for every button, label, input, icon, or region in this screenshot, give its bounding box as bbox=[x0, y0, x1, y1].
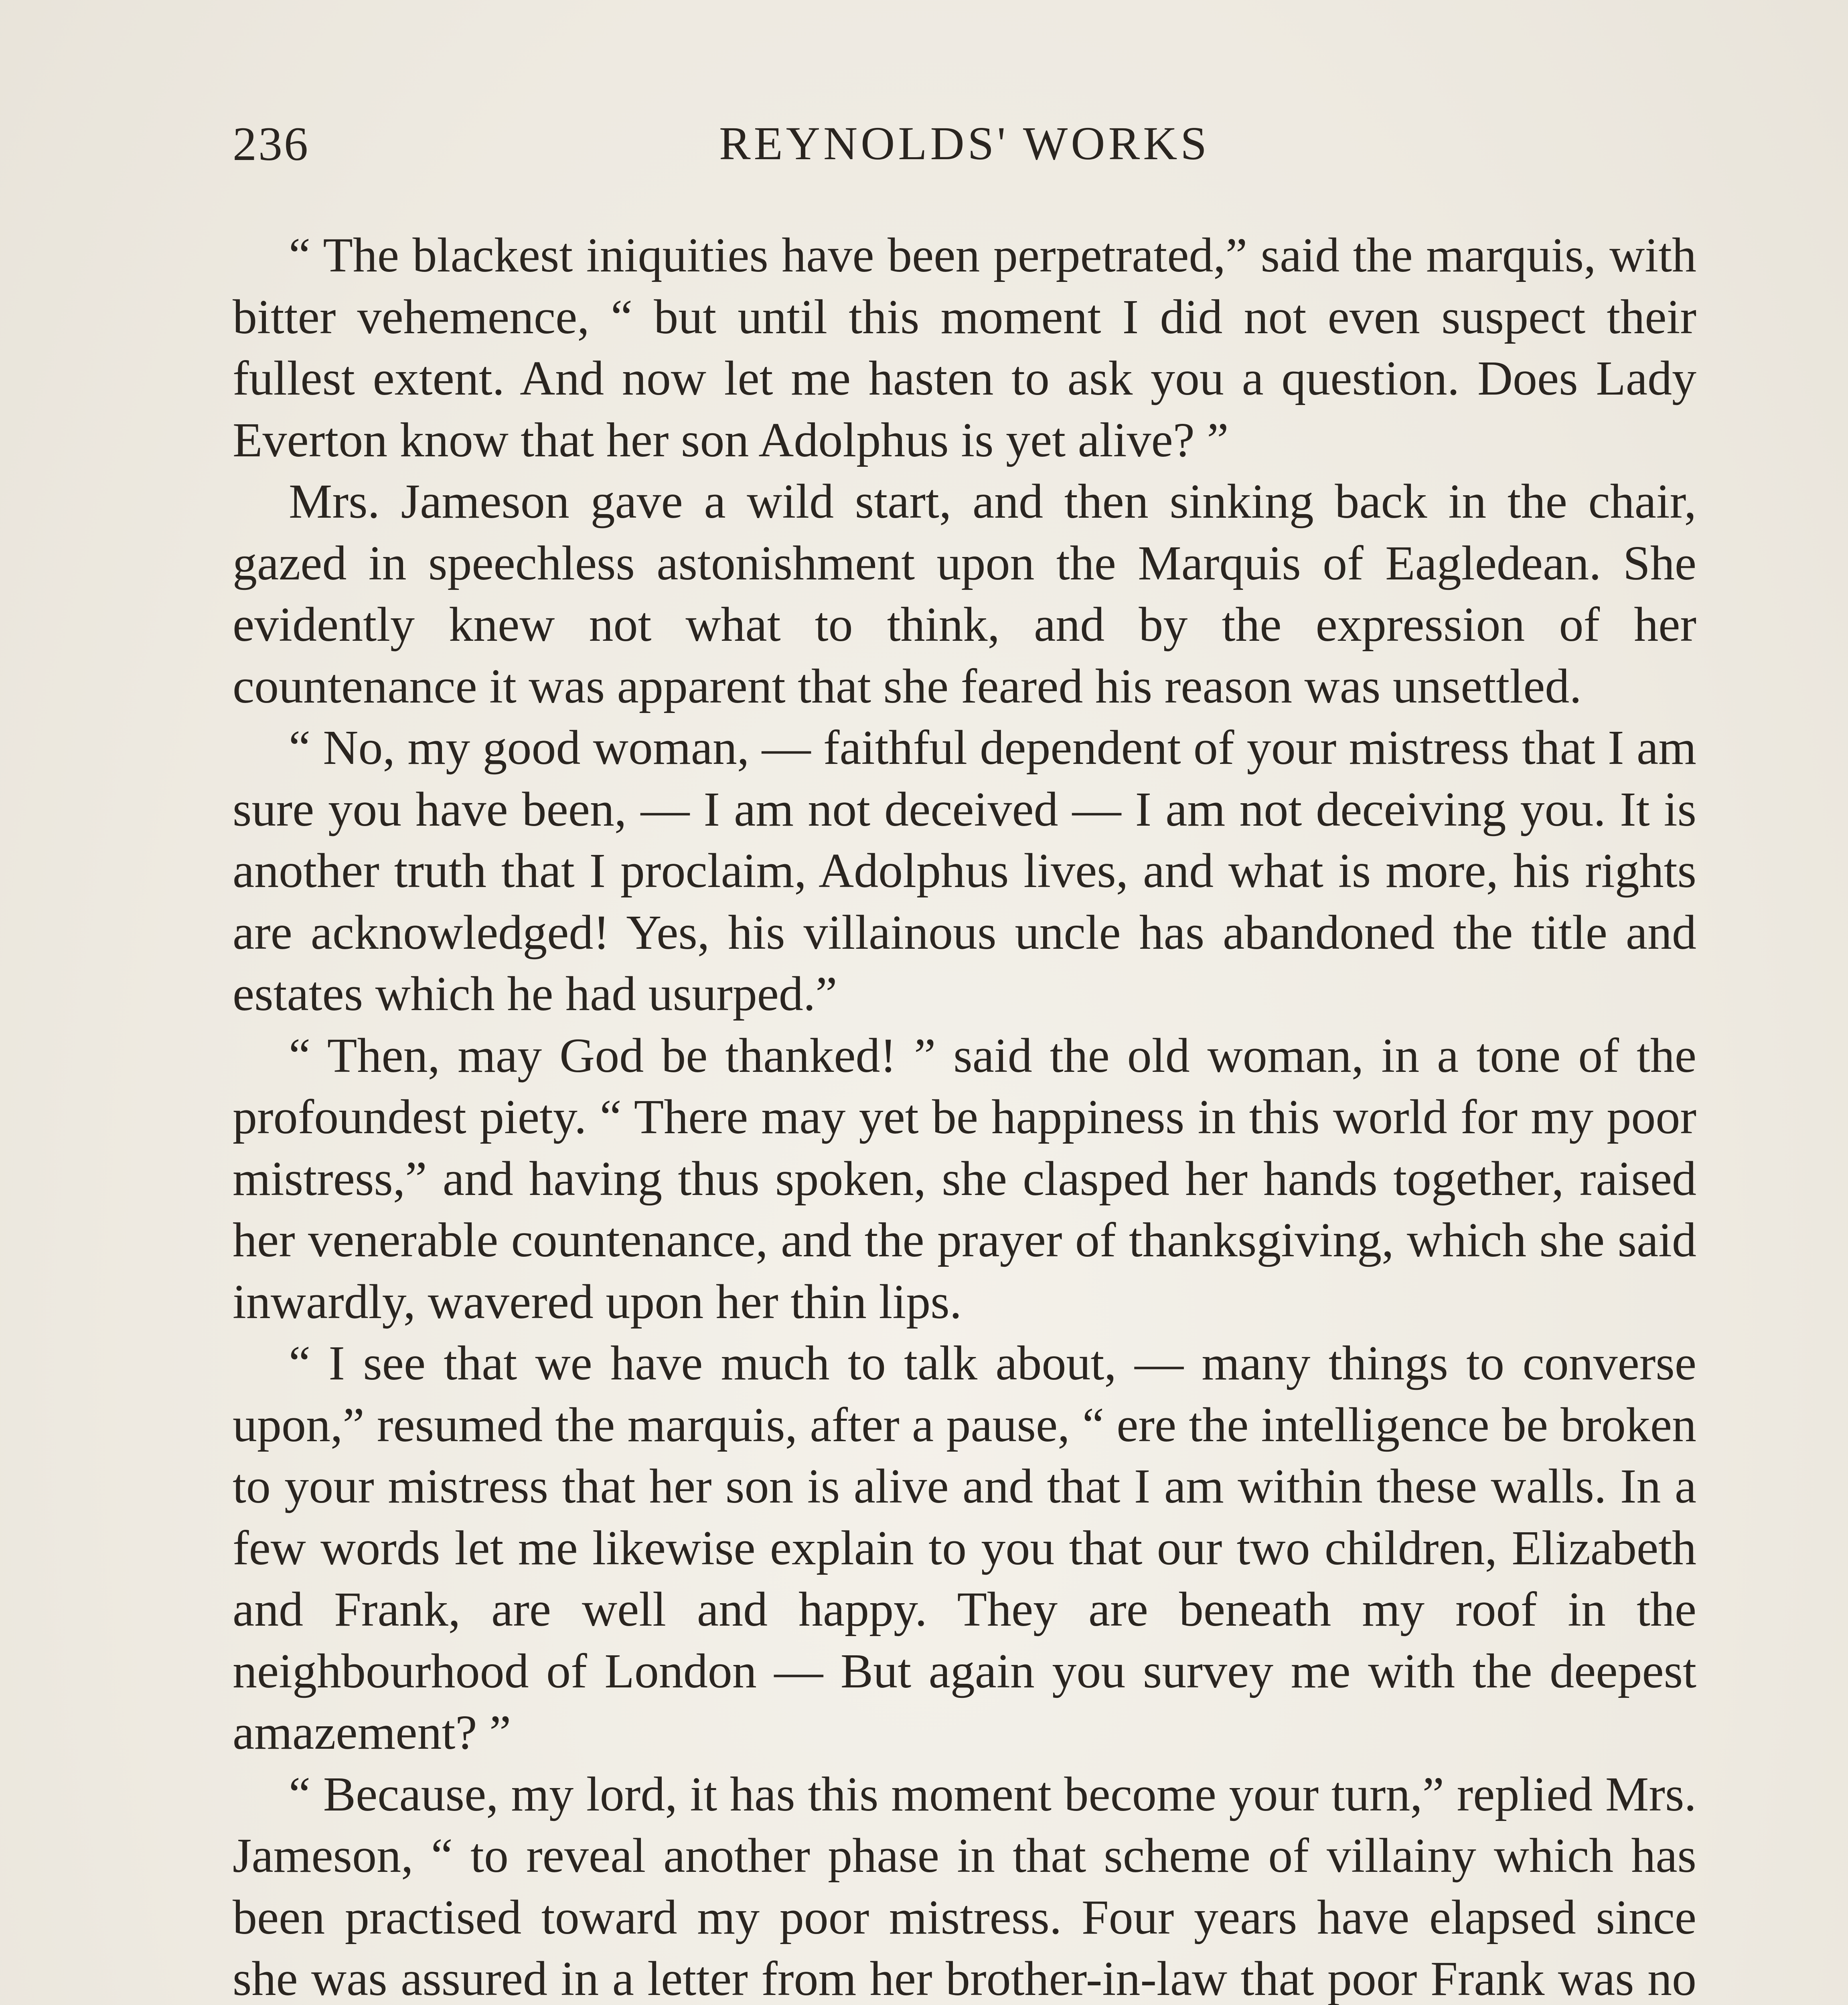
paragraph: “ The blackest iniquities have been perpetrated,” said the marquis, with bitter vehemence, “ but until this moment I did not even suspect their fullest extent. And now let me hasten to ask you a question. Does Lady Everton know that her son Adolphus is yet alive? ” bbox=[233, 228, 1696, 467]
page-number: 236 bbox=[233, 117, 310, 170]
paragraph: “ Because, my lord, it has this moment become your turn,” replied Mrs. Jameson, “ to reveal another phase in that scheme of villainy which has been practised toward my poor mistress. Four years have elapsed since she was assured in a letter from her brother-in-law that poor Frank was no bbox=[233, 1767, 1696, 2005]
body-text bbox=[233, 225, 1696, 2005]
running-title: REYNOLDS' WORKS bbox=[719, 117, 1210, 170]
paragraph: “ I see that we have much to talk about, — many things to converse upon,” resumed the marquis, after a pause, “ ere the intelligence be broken to your mistress that her son is alive and that I am within these walls. In a few words let me likewise explain to you that our two children, Elizabeth and Frank, are well and happy. They are beneath my roof in the neighbourhood of London — But again you survey me with the deepest amazement? ” bbox=[233, 1336, 1696, 1760]
paragraph: Mrs. Jameson gave a wild start, and then sinking back in the chair, gazed in speechless astonishment upon the Marquis of Eagledean. She evidently knew not what to think, and by the expression of her countenance it was apparent that she feared his reason was unsettled. bbox=[233, 474, 1696, 713]
paragraph: “ Then, may God be thanked! ” said the old woman, in a tone of the profoundest piety. “ There may yet be happiness in this world for my poor mistress,” and having thus spoken, she clasped her hands together, raised her venerable countenance, and the prayer of thanksgiving, which she said inwardly, wavered upon her thin lips. bbox=[233, 1028, 1696, 1329]
page-header bbox=[233, 116, 1696, 180]
paragraph: “ No, my good woman, — faithful dependent of your mistress that I am sure you have been, — I am not deceived — I am not deceiving you. It is another truth that I proclaim, Adolphus lives, and what is more, his rights are acknowledged! Yes, his villainous uncle has abandoned the title and estates which he had usurped.” bbox=[233, 721, 1696, 1021]
